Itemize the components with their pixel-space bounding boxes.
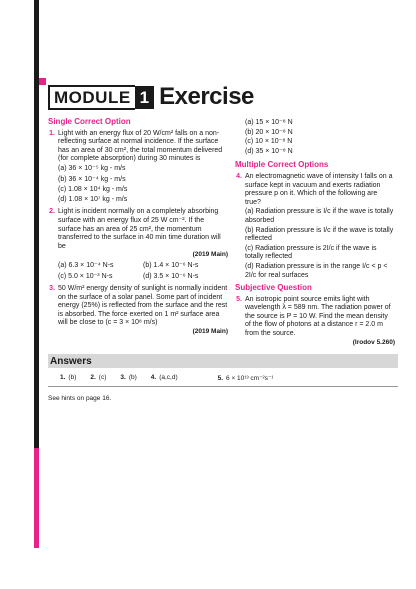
option: (d) 35 × 10⁻⁸ N [245,147,293,155]
page-title: Exercise [159,83,254,110]
answers-heading: Answers [48,354,398,368]
option: (c) 1.08 × 10⁴ kg - m/s [58,185,128,193]
option: (d) 1.08 × 10⁷ kg - m/s [58,195,128,203]
question-4 [235,173,395,280]
left-margin-accent [34,448,39,548]
question-text: An electromagnetic wave of intensity I falls on a surface kept in vacuum and exerts radiation pressure p on it. Which of the following are true? [245,172,393,206]
option: (b) 1.4 × 10⁻⁶ N-s [143,261,199,269]
module-header [48,84,254,110]
header-accent-square [39,78,46,85]
option: (c) Radiation pressure is 2I/c if the wave is totally reflected [245,244,377,261]
hint-note: See hints on page 16. [48,395,112,402]
question-text: Light with an energy flux of 20 W/cm² falls on a non-reflecting surface at normal incidence. If the surface has an area of 30 cm², the total momentum delivered (for complete absorption) during 30 minutes is [58,129,223,163]
option: (a) 6.3 × 10⁻⁴ N-s [58,261,114,269]
question-text: An isotropic point source emits light with wavelength λ = 589 nm. The radiation power of the source is P = 10 W. Find the mean density of the flow of photons at a distance r = 2.0 m from the source. [245,295,391,338]
option: (d) 3.5 × 10⁻⁶ N-s [143,272,199,280]
module-number: 1 [135,86,154,109]
answer-item: 3. (b) [120,374,137,381]
option: (a) Radiation pressure is I/c if the wave is totally absorbed [245,208,394,224]
left-column [48,118,228,341]
answer-item: 1. (b) [60,374,77,381]
answer-item: 4. (a,c,d) [150,374,178,381]
question-3 [48,285,228,337]
exam-tag: (2019 Main) [192,328,228,336]
question-number: 2. [49,208,55,216]
question-5 [235,296,395,348]
question-number: 4. [236,172,242,180]
right-column [235,118,395,351]
option: (c) 5.0 × 10⁻³ N-s [58,272,113,280]
question-2 [48,208,228,281]
question-1 [48,130,228,205]
exam-tag: (2019 Main) [192,251,228,259]
answer-item: 5. 6 × 10¹³ cm⁻²s⁻¹ [217,375,274,382]
question-number: 5. [236,295,242,303]
option: (c) 10 × 10⁻⁸ N [245,138,293,146]
option: (a) 15 × 10⁻⁸ N [245,119,293,126]
answers-section [48,354,398,402]
question-number: 3. [49,285,55,293]
option: (b) Radiation pressure is I/c if the wave is totally reflected [245,226,394,243]
question-3-options [235,119,395,156]
source-tag: (Irodov 5.260) [352,338,395,346]
question-text: 50 W/m² energy density of sunlight is normally incident on the surface of a solar panel. Some part of incident energy (25%) is reflected from the surface and the rest is absorbed. The force exerted on 1 m² surface area will be close to (c = 3 × 10⁸ m/s) [58,285,228,327]
option: (b) 20 × 10⁻⁸ N [245,128,293,136]
question-number: 1. [49,129,55,137]
option: (a) 36 × 10⁻⁵ kg - m/s [58,165,126,173]
answers-row [48,374,398,382]
section-title-subjective: Subjective Question [235,283,312,293]
left-margin-rule [34,0,39,448]
divider [48,386,398,387]
question-text: Light is incident normally on a completely absorbing surface with an energy flux of 25 W cm⁻². If the surface has an area of 25 cm², the momentum transferred to the surface in 40 min time duration will be [58,208,221,250]
answer-item: 2. (c) [90,374,107,381]
module-label: MODULE [48,85,135,110]
option: (d) Radiation pressure is in the range I/c < p < 2I/c for real surfaces [245,262,388,279]
option: (b) 36 × 10⁻⁴ kg - m/s [58,175,126,183]
section-title-single-correct: Single Correct Option [48,117,131,126]
section-title-multiple-correct: Multiple Correct Options [235,160,329,170]
